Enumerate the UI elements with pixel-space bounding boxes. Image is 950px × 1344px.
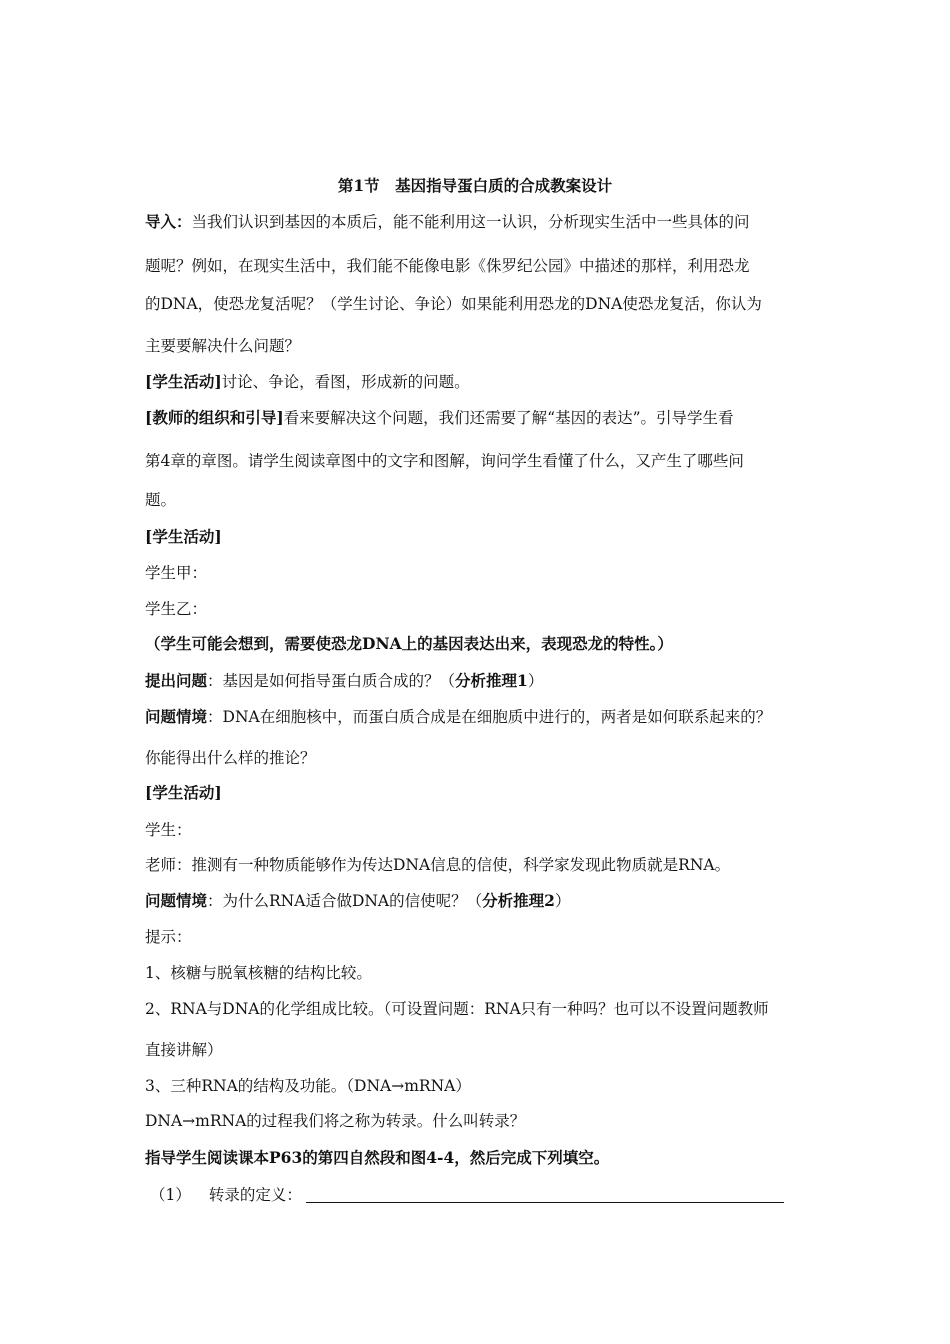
scenario-1-line-2: 你能得出什么样的推论？: [145, 749, 316, 767]
intro-line-4: 主要要解决什么问题？: [145, 337, 301, 355]
hint-label: 提示：: [145, 928, 192, 946]
reading-instruction: 指导学生阅读课本P63的第四自然段和图4-4，然后完成下列填空。: [145, 1148, 610, 1167]
student-a: 学生甲：: [145, 564, 208, 582]
hint-item-2-line-2: 直接讲解）: [145, 1041, 223, 1059]
student-b: 学生乙：: [145, 600, 208, 618]
teacher-line: 老师：推测有一种物质能够作为传达DNA信息的信使，科学家发现此物质就是RNA。: [145, 856, 731, 874]
intro-label: 导入：: [145, 212, 192, 231]
intro-line-1: [145, 212, 750, 232]
student-activity-1: [145, 372, 470, 392]
student-activity-2: [学生活动]: [145, 527, 222, 546]
teacher-guide-line-2: 第4章的章图。请学生阅读章图中的文字和图解，询问学生看懂了什么，又产生了哪些问: [145, 452, 744, 470]
teacher-guide-line-3: 题。: [145, 491, 177, 509]
fill-blank-1: [150, 1185, 784, 1205]
teacher-guide-label: [教师的组织和引导]: [145, 408, 284, 427]
student-activity-text: 讨论、争论，看图，形成新的问题。: [221, 373, 470, 391]
scenario-2-end: ）: [554, 892, 571, 910]
question-1-end: ）: [527, 672, 544, 690]
scenario-1-line-1: [145, 707, 771, 727]
fill-blank-label: 转录的定义：: [208, 1186, 302, 1204]
scenario-2-reasoning: 分析推理2: [482, 891, 555, 910]
question-1-text: ：基因是如何指导蛋白质合成的？（: [207, 672, 456, 690]
hint-item-1: 1、核糖与脱氧核糖的结构比较。: [145, 964, 372, 982]
hint-item-2-line-1: 2、RNA与DNA的化学组成比较。（可设置问题：RNA只有一种吗？也可以不设置问题教师: [145, 1000, 769, 1018]
hint-item-3: 3、三种RNA的结构及功能。（DNA→mRNA）: [145, 1077, 471, 1095]
scenario-2-text: ：为什么RNA适合做DNA的信使呢？（: [207, 892, 483, 910]
scenario-1-label: 问题情境: [145, 707, 208, 726]
student-activity-label: [学生活动]: [145, 372, 222, 391]
document-title: 第1节 基因指导蛋白质的合成教案设计: [337, 176, 613, 195]
expected-answer-note: （学生可能会想到，需要使恐龙DNA上的基因表达出来，表现恐龙的特性。）: [145, 634, 673, 653]
teacher-guide-line-1: [145, 408, 734, 428]
question-1-reasoning: 分析推理1: [455, 671, 528, 690]
scenario-2-label: 问题情境: [145, 891, 208, 910]
teacher-guide-text-1: 看来要解决这个问题，我们还需要了解“基因的表达”。引导学生看: [283, 409, 734, 427]
fill-blank-number: （1）: [150, 1186, 191, 1204]
scenario-1-text-1: ：DNA在细胞核中，而蛋白质合成是在细胞质中进行的，两者是如何联系起来的？: [207, 708, 772, 726]
student-line: 学生：: [145, 821, 192, 839]
question-1: [145, 671, 543, 691]
intro-line-3: 的DNA，使恐龙复活呢？（学生讨论、争论）如果能利用恐龙的DNA使恐龙复活，你认为: [145, 295, 762, 313]
student-activity-3: [学生活动]: [145, 783, 222, 802]
scenario-2: [145, 891, 570, 911]
question-1-label: 提出问题: [145, 671, 208, 690]
intro-line-2: 题呢？例如，在现实生活中，我们能不能像电影《侏罗纪公园》中描述的那样，利用恐龙: [145, 257, 750, 275]
answer-blank-line[interactable]: [306, 1186, 784, 1203]
intro-text-1: 当我们认识到基因的本质后，能不能利用这一认识，分析现实生活中一些具体的问: [191, 213, 750, 231]
transcription-question: DNA→mRNA的过程我们将之称为转录。什么叫转录？: [145, 1112, 526, 1130]
